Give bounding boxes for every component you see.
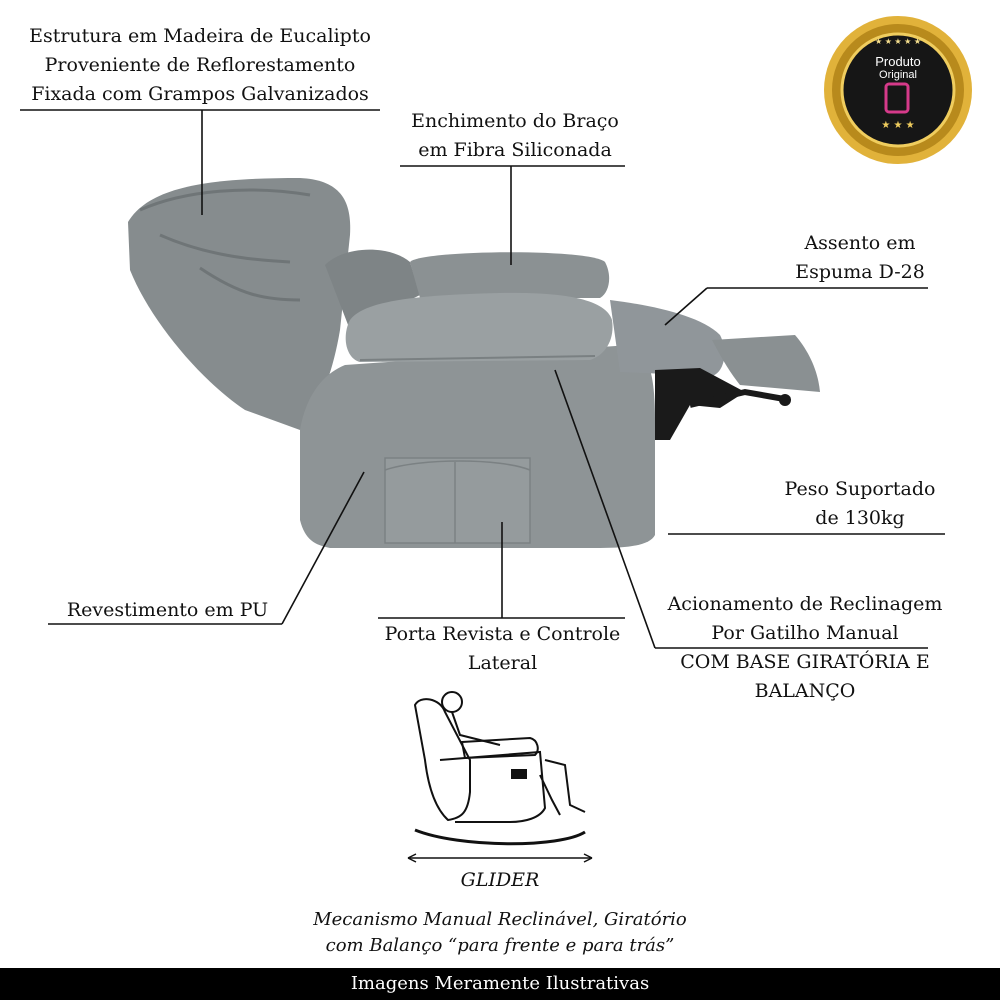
svg-text:★ ★ ★ ★ ★: ★ ★ ★ ★ ★	[874, 37, 922, 46]
label-revestimento: Revestimento em PU	[66, 599, 269, 621]
label-acionamento: Acionamento de Reclinagem Por Gatilho Manual COM BASE GIRATÓRIA E BALANÇO	[667, 593, 943, 702]
label-assento: Assento em Espuma D-28	[795, 232, 925, 283]
label-peso: Peso Suportado de 130kg	[784, 478, 936, 529]
glider-drawing	[408, 692, 592, 862]
glider-label: GLIDER	[460, 869, 540, 891]
recliner-chair	[128, 178, 820, 548]
product-original-seal	[824, 16, 972, 164]
label-enchimento: Enchimento do Braço em Fibra Siliconada	[411, 110, 619, 161]
label-porta-revista: Porta Revista e Controle Lateral	[384, 623, 621, 674]
mechanism-description: Mecanismo Manual Reclinável, Giratório com Balanço “para frente e para trás”	[313, 909, 687, 956]
label-estrutura: Estrutura em Madeira de Eucalipto Proveniente de Reflorestamento Fixada com Grampos Galvanizados	[29, 25, 371, 105]
svg-text:★ ★ ★: ★ ★ ★	[881, 120, 915, 131]
seal-text: Produto Original	[875, 54, 921, 81]
footer-banner: Imagens Meramente Ilustrativas	[0, 968, 1000, 1000]
